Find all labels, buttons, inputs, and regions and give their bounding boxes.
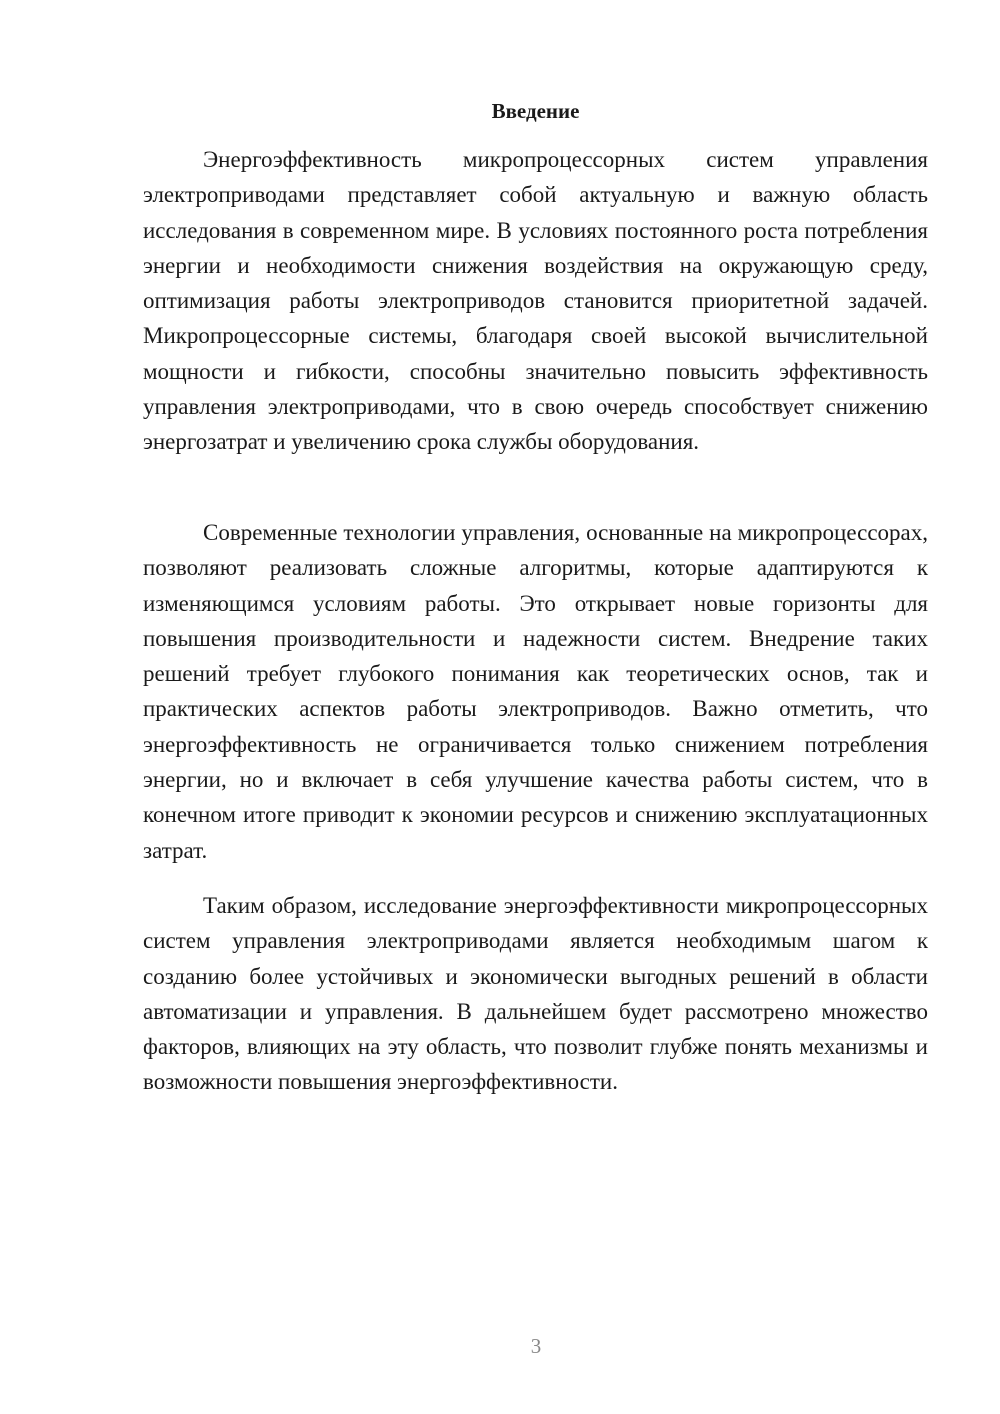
paragraph-1: Энергоэффективность микропроцессорных систем управления электроприводами представляет собой актуальную и важную область исследования в современном мире. В условиях постоянного роста потребления энергии и необходимости снижения воздействия на окружающую среду, оптимизация работы электроприводов становится приоритетной задачей. Микропроцессорные системы, благодаря своей высокой вычислительной мощности и гибкости, способны значительно повысить эффективность управления электроприводами, что в свою очередь способствует снижению энергозатрат и увеличению срока службы оборудования. (143, 147, 928, 455)
paragraph-3: Таким образом, исследование энергоэффективности микропроцессорных систем управления электроприводами является необходимым шагом к созданию более устойчивых и экономически выгодных решений в области автоматизации и управления. В дальнейшем будет рассмотрено множество факторов, влияющих на эту область, что позволит глубже понять механизмы и возможности повышения энергоэффективности. (143, 893, 928, 1095)
paragraph-2-container (143, 515, 928, 868)
page-number: 3 (530, 1334, 542, 1358)
paragraph-3-container (143, 888, 928, 1100)
paragraph-2: Современные технологии управления, основанные на микропроцессорах, позволяют реализовать сложные алгоритмы, которые адаптируются к изменяющимся условиям работы. Это открывает новые горизонты для повышения производительности и надежности систем. Внедрение таких решений требует глубокого понимания как теоретических основ, так и практических аспектов работы электроприводов. Важно отметить, что энергоэффективность не ограничивается только снижением потребления энергии, но и включает в себя улучшение качества работы систем, что в конечном итоге приводит к экономии ресурсов и снижению эксплуатационных затрат. (143, 520, 928, 863)
paragraph-1-container (143, 142, 928, 460)
section-title: Введение (491, 99, 580, 123)
